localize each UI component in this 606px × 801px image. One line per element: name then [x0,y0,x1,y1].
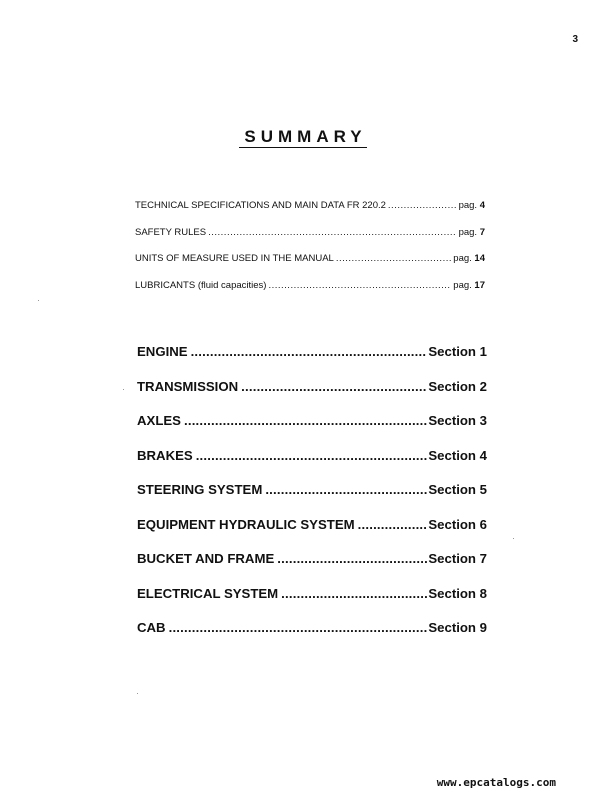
section-label: CAB [137,620,166,635]
section-entry-bucket-and-frame[interactable] [137,551,487,586]
page-number: 3 [572,34,578,45]
dot-leader [281,586,427,601]
section-label: TRANSMISSION [137,378,239,394]
general-entry-lubricants[interactable] [135,280,485,307]
section-entry-steering-system[interactable] [137,482,487,517]
entry-page: pag. 14 [453,253,485,264]
section-label: BUCKET AND FRAME [137,551,275,566]
scan-speck [123,389,124,390]
dot-leader [241,379,427,394]
section-number: Section 8 [428,585,487,601]
general-entry-safety-rules[interactable] [135,227,485,254]
entry-page: pag. 17 [453,279,485,291]
section-number: Section 9 [428,620,487,635]
section-number: Section 6 [428,516,487,532]
section-label: STEERING SYSTEM [137,482,263,497]
dot-leader [208,227,456,238]
watermark-link[interactable]: www.epcatalogs.com [436,776,556,789]
section-entry-axles[interactable] [137,413,487,448]
dot-leader [191,344,428,359]
section-number: Section 7 [428,551,487,566]
scan-speck [137,693,138,694]
dot-leader [184,413,427,428]
section-number: Section 1 [428,344,487,359]
section-number: Section 5 [428,482,487,497]
general-entry-units-of-measure[interactable] [135,253,485,280]
general-contents-list [135,200,485,306]
section-entry-equipment-hydraulic-system[interactable] [137,517,487,552]
dot-leader [169,620,428,635]
section-label: BRAKES [137,447,193,463]
scan-speck [513,538,514,539]
entry-label: UNITS OF MEASURE USED IN THE MANUAL [135,253,334,264]
dot-leader [268,280,451,291]
dot-leader [196,448,428,463]
dot-leader [265,482,427,497]
section-label: ENGINE [137,344,188,359]
entry-label: LUBRICANTS (fluid capacities) [135,279,267,291]
general-entry-technical-specifications[interactable] [135,200,485,227]
section-entry-cab[interactable] [137,620,487,655]
section-number: Section 4 [428,447,487,463]
section-label: ELECTRICAL SYSTEM [137,585,279,601]
entry-page: pag. 7 [458,226,485,238]
section-number: Section 3 [428,413,487,428]
dot-leader [358,517,428,532]
section-label: EQUIPMENT HYDRAULIC SYSTEM [137,516,355,532]
section-number: Section 2 [428,378,487,394]
sections-list [137,344,487,655]
section-label: AXLES [137,413,181,428]
section-entry-engine[interactable] [137,344,487,379]
dot-leader [277,551,427,566]
entry-label: TECHNICAL SPECIFICATIONS AND MAIN DATA FR 220.2 [135,200,386,211]
dot-leader [336,253,451,264]
page-title [0,127,606,147]
section-entry-electrical-system[interactable] [137,586,487,621]
dot-leader [388,200,457,211]
section-entry-brakes[interactable] [137,448,487,483]
entry-page: pag. 4 [458,200,485,211]
scan-speck [38,300,39,301]
entry-label: SAFETY RULES [135,226,207,238]
section-entry-transmission[interactable] [137,379,487,414]
page-title-text: SUMMARY [239,127,366,148]
